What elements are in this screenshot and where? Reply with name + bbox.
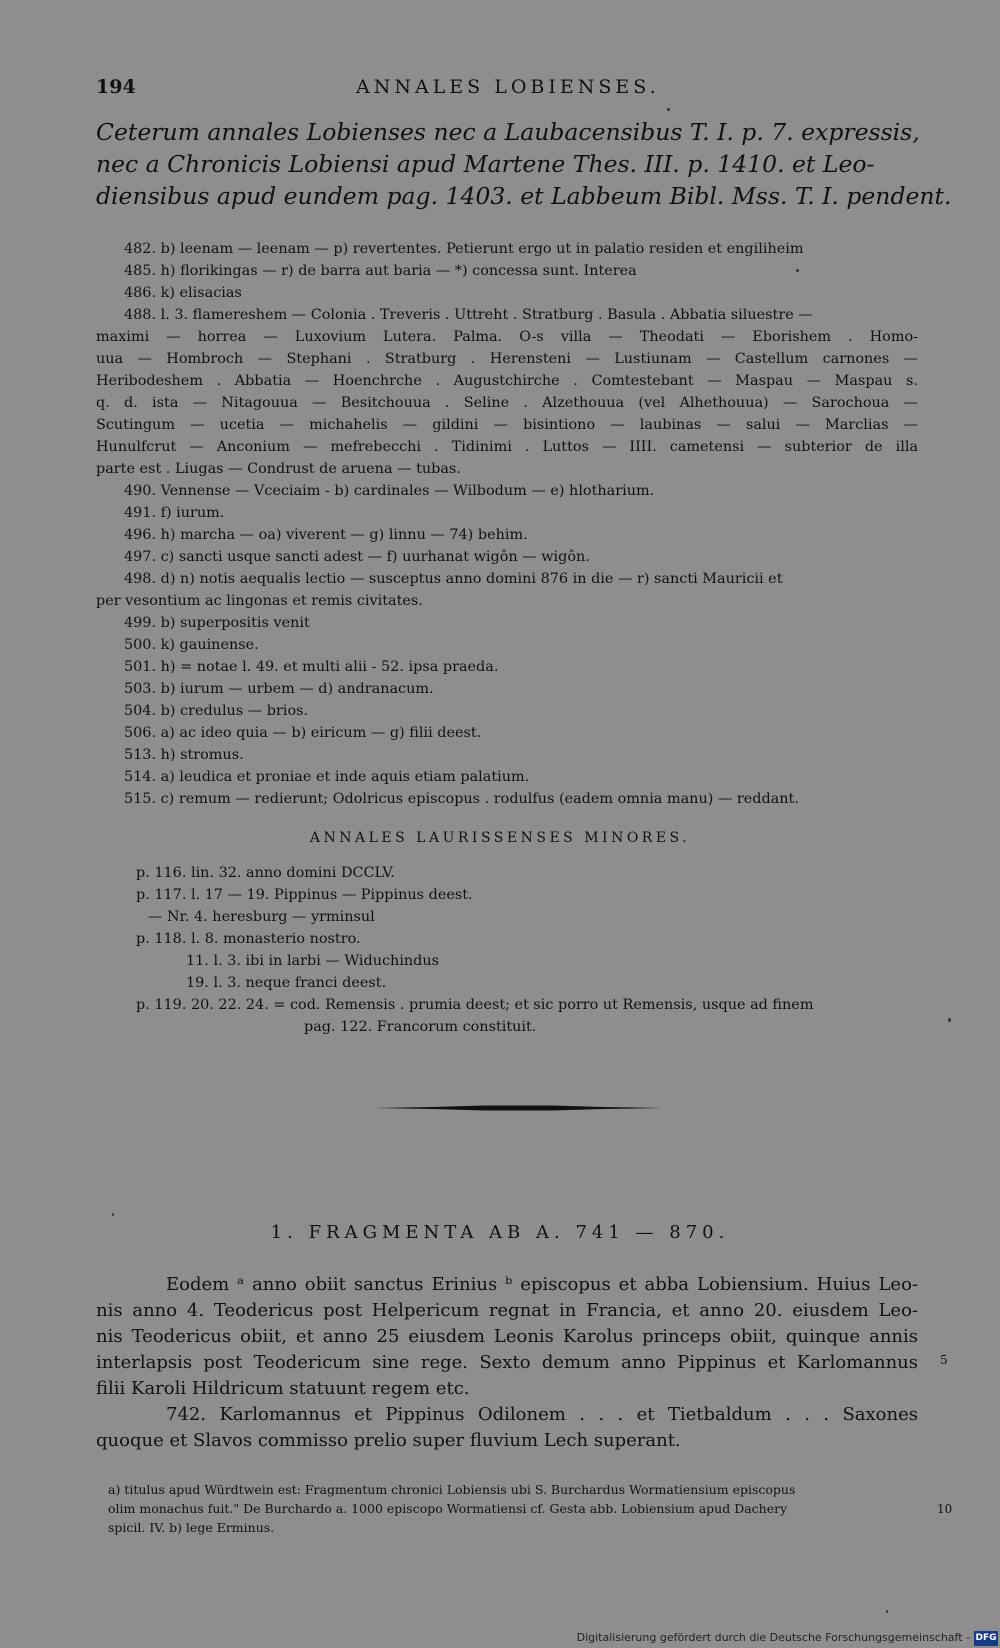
dfg-logo: DFG xyxy=(974,1631,998,1646)
note-line: uua — Hombroch — Stephani . Stratburg . Herensteni — Lustiunam — Castellum carnones — xyxy=(96,351,918,367)
note-line: 501. h) = notae l. 49. et multi alii - 52. ipsa praeda. xyxy=(124,659,499,675)
note-line: pag. 122. Francorum constituit. xyxy=(304,1019,537,1035)
note-line: 11. l. 3. ibi in larbi — Widuchindus xyxy=(186,953,440,969)
footnote-line: olim monachus fuit." De Burchardo a. 1000 episcopo Wormatiensi cf. Gesta abb. Lobiensium apud Dachery xyxy=(108,1501,788,1516)
margin-line-number: 5 xyxy=(940,1353,948,1367)
footnotes xyxy=(108,1480,924,1537)
note-line: p. 116. lin. 32. anno domini DCCLV. xyxy=(136,865,395,881)
scan-speck xyxy=(886,1610,888,1613)
note-line: 500. k) gauinense. xyxy=(124,637,259,653)
section-heading: ANNALES LAURISSENSES MINORES. xyxy=(309,830,691,846)
text-line: quoque et Slavos commisso prelio super fluvium Lech superant. xyxy=(96,1430,681,1451)
text-line: Eodem ᵃ anno obiit sanctus Erinius ᵇ episcopus et abba Lobiensium. Huius Leo- xyxy=(166,1274,918,1295)
text-line: nis Teodericus obiit, et anno 25 eiusdem Leonis Karolus princeps obiit, quinque annis xyxy=(96,1326,918,1347)
note-line: 482. b) leenam — leenam — p) revertentes. Petierunt ergo ut in palatio residen et engiliheim xyxy=(124,241,804,257)
note-line: Heribodeshem . Abbatia — Hoenchrche . Augustchirche . Comtestebant — Maspau — Maspau s. xyxy=(96,373,918,389)
note-line: 486. k) elisacias xyxy=(124,285,242,301)
note-line: 485. h) florikingas — r) de barra aut baria — *) concessa sunt. Interea xyxy=(124,263,637,279)
note-line: p. 119. 20. 22. 24. = cod. Remensis . prumia deest; et sic porro ut Remensis, usque ad finem xyxy=(136,997,814,1013)
note-line: 488. l. 3. flamereshem — Colonia . Treveris . Uttreht . Stratburg . Basula . Abbatia siluestre — xyxy=(124,307,813,323)
intro-line: nec a Chronicis Lobiensi apud Martene Thes. III. p. 1410. et Leo- xyxy=(96,150,875,178)
footer-bar xyxy=(0,1630,1000,1648)
scan-speck xyxy=(796,269,799,272)
note-line: 514. a) leudica et proniae et inde aquis etiam palatium. xyxy=(124,769,530,785)
text-line: nis anno 4. Teodericus post Helpericum regnat in Francia, et anno 20. eiusdem Leo- xyxy=(96,1300,918,1321)
note-line: p. 118. l. 8. monasterio nostro. xyxy=(136,931,361,947)
text-line: filii Karoli Hildricum statuunt regem etc. xyxy=(96,1378,470,1399)
note-line: p. 117. l. 17 — 19. Pippinus — Pippinus deest. xyxy=(136,887,473,903)
note-line: 506. a) ac ideo quia — b) eiricum — g) filii deest. xyxy=(124,725,482,741)
intro-paragraph xyxy=(96,116,952,212)
scan-speck xyxy=(667,108,670,111)
note-line: 19. l. 3. neque franci deest. xyxy=(186,975,387,991)
text-line: 742. Karlomannus et Pippinus Odilonem . . . et Tietbaldum . . . Saxones xyxy=(166,1404,918,1425)
text-line: interlapsis post Teodericum sine rege. Sexto demum anno Pippinus et Karlomannus xyxy=(96,1352,918,1373)
footnote-line: a) titulus apud Würdtwein est: Fragmentum chronici Lobiensis ubi S. Burchardus Wormatiensium episcopus xyxy=(108,1482,796,1497)
ornamental-rule xyxy=(373,1105,663,1111)
funding-credit: Digitalisierung gefördert durch die Deutsche Forschungsgemeinschaft - xyxy=(576,1631,970,1644)
note-line: 513. h) stromus. xyxy=(124,747,244,763)
note-line: parte est . Liugas — Condrust de aruena — tubas. xyxy=(96,461,461,477)
running-title: ANNALES LOBIENSES. xyxy=(356,76,660,98)
note-line: per vesontium ac lingonas et remis civitates. xyxy=(96,593,423,609)
scan-speck xyxy=(948,1018,951,1022)
section-notes xyxy=(136,862,926,1038)
note-line: maximi — horrea — Luxovium Lutera. Palma. O-s villa — Theodati — Eborishem . Homo- xyxy=(96,329,918,345)
note-line: q. d. ista — Nitagouua — Besitchouua . Seline . Alzethouua (vel Alhethouua) — Sarochoua — xyxy=(96,395,918,411)
note-line: — Nr. 4. heresburg — yrminsul xyxy=(148,909,375,925)
scan-speck xyxy=(112,1213,114,1216)
note-line: 498. d) n) notis aequalis lectio — susceptus anno domini 876 in die — r) sancti Mauricii et xyxy=(124,571,783,587)
note-line: 504. b) credulus — brios. xyxy=(124,703,309,719)
page-number: 194 xyxy=(96,76,136,98)
note-line: Hunulfcrut — Anconium — mefrebecchi . Tidinimi . Luttos — IIII. cametensi — subterior de illa xyxy=(96,439,918,455)
note-line: 503. b) iurum — urbem — d) andranacum. xyxy=(124,681,434,697)
note-line: 497. c) sancti usque sancti adest — f) uurhanat wigôn — wigôn. xyxy=(124,549,590,565)
note-line: Scutingum — ucetia — michahelis — gildini — bisintiono — laubinas — salui — Marclias — xyxy=(96,417,918,433)
running-header xyxy=(96,76,916,106)
note-line: 491. f) iurum. xyxy=(124,505,225,521)
note-line: 499. b) superpositis venit xyxy=(124,615,310,631)
intro-line: Ceterum annales Lobienses nec a Laubacensibus T. I. p. 7. expressis, xyxy=(96,118,920,146)
footnote-line: spicil. IV. b) lege Erminus. xyxy=(108,1520,275,1535)
margin-line-number: 10 xyxy=(937,1502,953,1516)
variant-notes xyxy=(96,238,918,810)
note-line: 490. Vennense — Vceciaim - b) cardinales — Wilbodum — e) hlotharium. xyxy=(124,483,655,499)
fragment-title: 1. FRAGMENTA AB A. 741 — 870. xyxy=(270,1222,730,1243)
intro-line: diensibus apud eundem pag. 1403. et Labbeum Bibl. Mss. T. I. pendent. xyxy=(96,182,952,210)
fragment-text xyxy=(96,1272,918,1454)
note-line: 515. c) remum — redierunt; Odolricus episcopus . rodulfus (eadem omnia manu) — reddant. xyxy=(124,791,799,807)
note-line: 496. h) marcha — oa) viverent — g) linnu — 74) behim. xyxy=(124,527,528,543)
